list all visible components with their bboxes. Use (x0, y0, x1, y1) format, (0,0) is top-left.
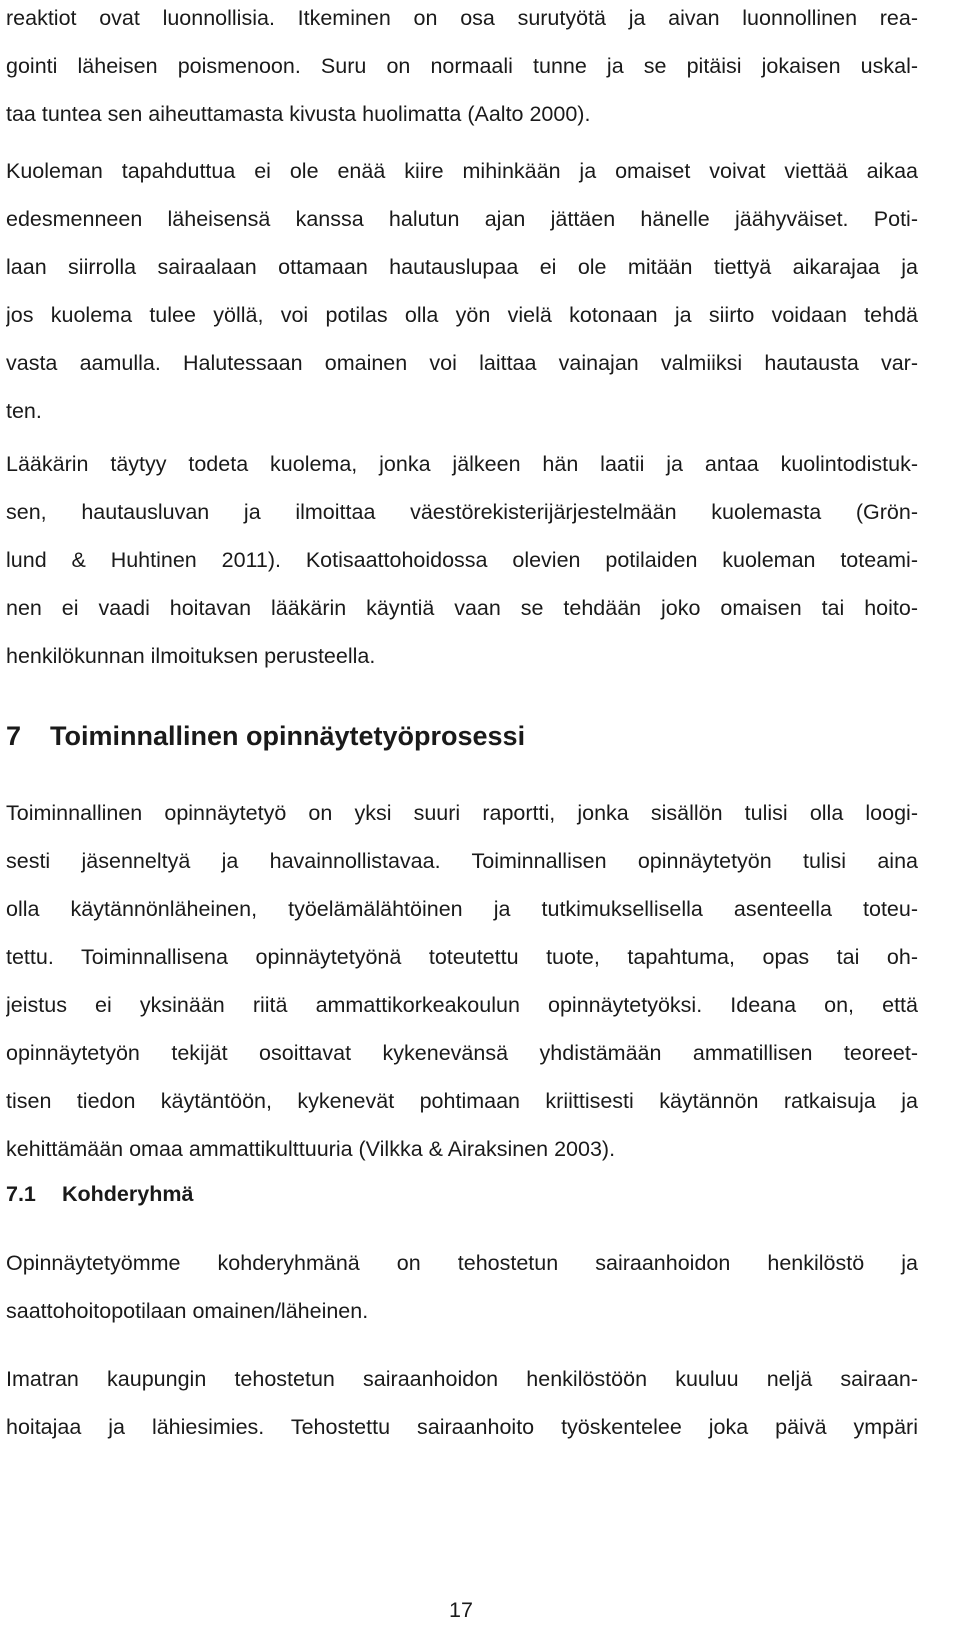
text-line: laan siirrolla sairaalaan ottamaan hautauslupaa ei ole mitään tiettyä aikarajaa ja (6, 255, 918, 279)
text-line: Opinnäytetyömme kohderyhmänä on tehostetun sairaanhoidon henkilöstö ja (6, 1251, 918, 1275)
text-line: gointi läheisen poismenoon. Suru on normaali tunne ja se pitäisi jokaisen uskal- (6, 54, 918, 78)
text-line: jeistus ei yksinään riitä ammattikorkeakoulun opinnäytetyöksi. Ideana on, että (6, 993, 918, 1017)
text-line: nen ei vaadi hoitavan lääkärin käyntiä vaan se tehdään joko omaisen tai hoito- (6, 596, 918, 620)
text-line: hoitajaa ja lähiesimies. Tehostettu sairaanhoito työskentelee joka päivä ympäri (6, 1415, 918, 1439)
text-line: lund & Huhtinen 2011). Kotisaattohoidossa olevien potilaiden kuoleman toteami- (6, 548, 918, 572)
text-line: tettu. Toiminnallisena opinnäytetyönä toteutettu tuote, tapahtuma, opas tai oh- (6, 945, 918, 969)
paragraph-after-death (6, 147, 918, 435)
paragraph-imatra (6, 1355, 918, 1451)
section-number: 7.1 (6, 1182, 36, 1206)
text-line: olla käytännönläheinen, työelämälähtöinen ja tutkimuksellisella asenteella toteu- (6, 897, 918, 921)
paragraph-target-group (6, 1239, 918, 1335)
section-title: Kohderyhmä (62, 1182, 194, 1206)
text-line: tisen tiedon käytäntöön, kykenevät pohtimaan kriittisesti käytännön ratkaisuja ja (6, 1089, 918, 1113)
paragraph-grief (6, 0, 918, 138)
text-line: saattohoitopotilaan omainen/läheinen. (6, 1299, 369, 1323)
text-line: Kuoleman tapahduttua ei ole enää kiire mihinkään ja omaiset voivat viettää aikaa (6, 159, 918, 183)
text-line: Lääkärin täytyy todeta kuolema, jonka jälkeen hän laatii ja antaa kuolintodistuk- (6, 452, 918, 476)
text-line: henkilökunnan ilmoituksen perusteella. (6, 644, 376, 668)
text-line: Imatran kaupungin tehostetun sairaanhoidon henkilöstöön kuuluu neljä sairaan- (6, 1367, 918, 1391)
chapter-number: 7 (6, 721, 22, 751)
text-line: sen, hautausluvan ja ilmoittaa väestörekisterijärjestelmään kuolemasta (Grön- (6, 500, 918, 524)
chapter-title: Toiminnallinen opinnäytetyöprosessi (50, 721, 526, 751)
text-line: reaktiot ovat luonnollisia. Itkeminen on osa surutyötä ja aivan luonnollinen rea- (6, 6, 918, 30)
section-heading (6, 1174, 193, 1214)
text-line: sesti jäsenneltyä ja havainnollistavaa. Toiminnallisen opinnäytetyön tulisi aina (6, 849, 918, 873)
paragraph-functional-thesis (6, 789, 918, 1173)
text-line: ten. (6, 399, 42, 423)
page-number: 17 (449, 1598, 473, 1622)
text-line: Toiminnallinen opinnäytetyö on yksi suuri raportti, jonka sisällön tulisi olla loogi- (6, 801, 918, 825)
text-line: opinnäytetyön tekijät osoittavat kykenevänsä yhdistämään ammatillisen teoreet- (6, 1041, 918, 1065)
text-line: jos kuolema tulee yöllä, voi potilas olla yön vielä kotonaan ja siirto voidaan tehdä (6, 303, 918, 327)
text-line: edesmenneen läheisensä kanssa halutun ajan jättäen hänelle jäähyväiset. Poti- (6, 207, 918, 231)
text-line: vasta aamulla. Halutessaan omainen voi laittaa vainajan valmiiksi hautausta var- (6, 351, 918, 375)
text-line: taa tuntea sen aiheuttamasta kivusta huolimatta (Aalto 2000). (6, 102, 591, 126)
text-line: kehittämään omaa ammattikulttuuria (Vilkka & Airaksinen 2003). (6, 1137, 616, 1161)
chapter-heading (6, 716, 525, 756)
paragraph-physician (6, 440, 918, 680)
